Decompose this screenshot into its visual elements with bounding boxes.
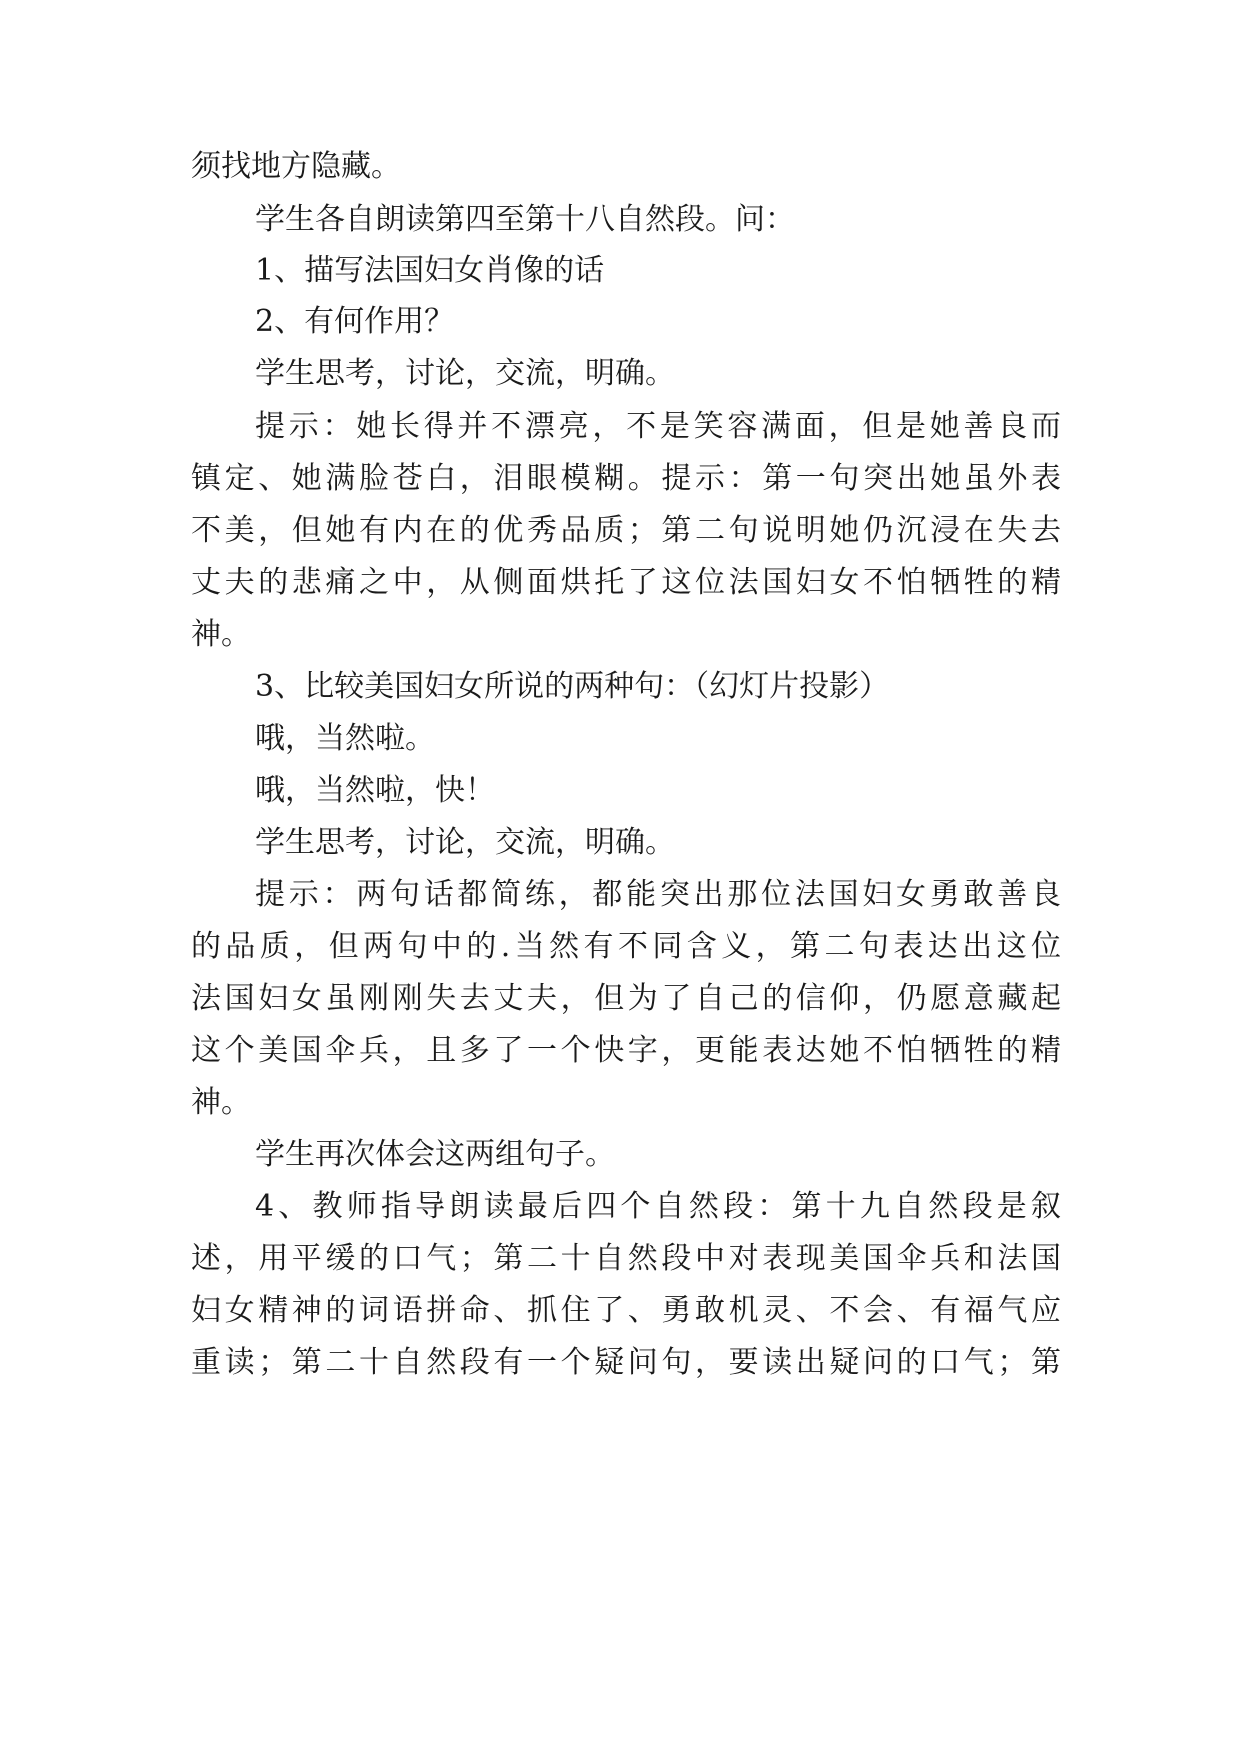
text-line: 提示：两句话都简练，都能突出那位法国妇女勇敢善良 [255,877,1061,912]
text-line: 的品质，但两句中的.当然有不同含义，第二句表达出这位 [191,929,1061,964]
text-line: 重读；第二十自然段有一个疑问句，要读出疑问的口气；第 [191,1345,1061,1380]
text-line: 不美，但她有内在的优秀品质；第二句说明她仍沉浸在失去 [191,513,1061,548]
text-line: 须找地方隐藏。 [191,149,401,184]
text-line: 学生思考，讨论，交流，明确。 [255,356,675,391]
text-line: 妇女精神的词语拼命、抓住了、勇敢机灵、不会、有福气应 [191,1293,1061,1328]
text-line: 提示：她长得并不漂亮，不是笑容满面，但是她善良而 [255,409,1061,444]
text-line: 神。 [191,617,251,652]
text-line: 法国妇女虽刚刚失去丈夫，但为了自己的信仰，仍愿意藏起 [191,981,1061,1016]
text-line: 学生各自朗读第四至第十八自然段。问： [255,202,795,237]
text-line: 丈夫的悲痛之中，从侧面烘托了这位法国妇女不怕牺牲的精 [191,565,1061,600]
text-line: 学生思考，讨论，交流，明确。 [255,825,675,860]
text-line: 1、描写法国妇女肖像的话 [255,253,605,288]
text-line: 述，用平缓的口气；第二十自然段中对表现美国伞兵和法国 [191,1241,1061,1276]
text-line: 镇定、她满脸苍白，泪眼模糊。提示：第一句突出她虽外表 [191,461,1061,496]
text-line: 3、比较美国妇女所说的两种句：（幻灯片投影） [255,669,890,704]
text-line: 这个美国伞兵，且多了一个快字，更能表达她不怕牺牲的精 [191,1033,1061,1068]
text-line: 学生再次体会这两组句子。 [255,1137,615,1172]
text-line: 2、有何作用？ [255,304,455,339]
text-line: 哦，当然啦。 [255,721,435,756]
text-line: 神。 [191,1085,251,1120]
text-line: 4、教师指导朗读最后四个自然段：第十九自然段是叙 [255,1189,1061,1224]
text-line: 哦，当然啦，快！ [255,773,495,808]
